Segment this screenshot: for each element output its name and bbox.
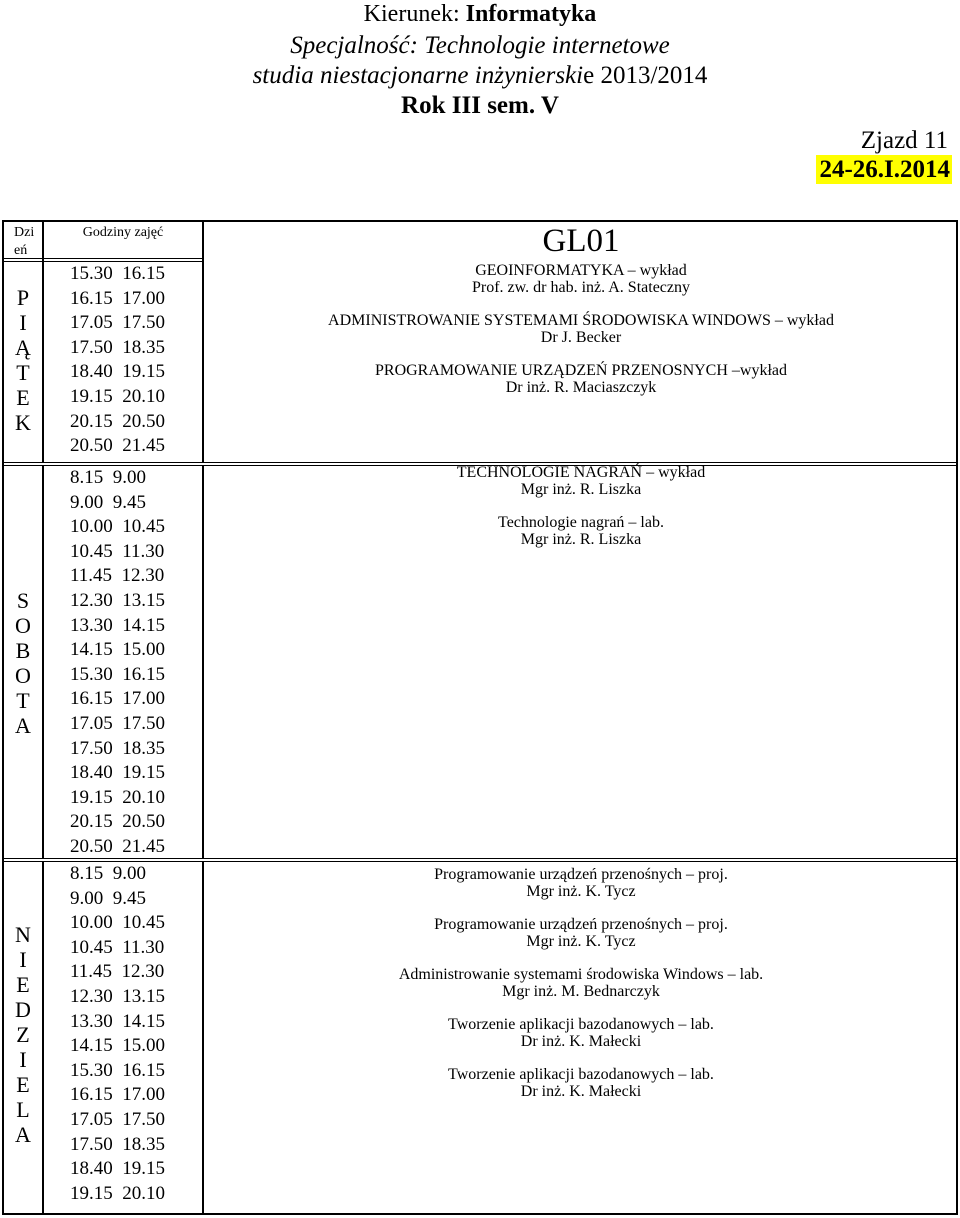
class-entry	[206, 262, 956, 296]
day-letter: O	[15, 662, 31, 688]
day-letter: E	[16, 1071, 30, 1097]
day-letter: A	[15, 712, 31, 738]
room-label: GL01	[542, 223, 620, 259]
time-slot: 18.40 19.15	[70, 762, 165, 784]
time-slot: 8.15 9.00	[70, 467, 146, 488]
class-title: Tworzenie aplikacji bazodanowych – lab.	[448, 1066, 714, 1083]
time-slot: 16.15 17.00	[70, 287, 165, 309]
divider	[4, 258, 42, 262]
class-title: GEOINFORMATYKA – wykład	[475, 262, 687, 279]
time-slot: 17.50 18.35	[70, 737, 165, 759]
day-letter: I	[19, 1046, 27, 1072]
time-slot: 19.15 20.10	[70, 386, 165, 407]
class-title: ADMINISTROWANIE SYSTEMAMI ŚRODOWISKA WINDOWS – wykład	[328, 312, 834, 329]
class-title: Technologie nagrań – lab.	[498, 514, 664, 531]
time-slot: 15.30 16.15	[70, 1059, 165, 1081]
column-header-day-text: Dzień	[14, 225, 35, 258]
time-slot: 20.50 21.45	[70, 435, 165, 457]
time-slot: 17.50 18.35	[70, 1133, 165, 1155]
time-slot: 20.15 20.50	[70, 811, 165, 833]
class-entry	[206, 866, 956, 900]
time-slot: 16.15 17.00	[70, 1084, 165, 1106]
field-of-study	[0, 2, 960, 26]
time-slot: 10.00 10.45	[70, 912, 165, 934]
time-slot: 10.45 11.30	[70, 540, 165, 562]
time-slot: 15.30 16.15	[70, 263, 165, 284]
class-lecturer: Mgr inż. K. Tycz	[526, 933, 636, 950]
day-letter: T	[16, 360, 30, 386]
study-mode-italic: studia niestacjonarne inżynierski	[252, 62, 584, 89]
class-lecturer: Mgr inż. M. Bednarczyk	[502, 983, 660, 1000]
day-letter: S	[16, 587, 30, 613]
time-slot: 14.15 15.00	[70, 639, 165, 661]
session-date: 24-26.I.2014	[816, 155, 952, 184]
day-letter: K	[15, 410, 31, 436]
time-slot: 11.45 12.30	[70, 961, 165, 983]
time-slot: 19.15 20.10	[70, 786, 165, 808]
study-mode	[0, 63, 960, 88]
time-slot: 17.50 18.35	[70, 336, 165, 358]
time-slot: 11.45 12.30	[70, 565, 165, 587]
class-title: TECHNOLOGIE NAGRAŃ – wykład	[456, 464, 706, 481]
time-slot: 12.30 13.15	[70, 590, 165, 611]
time-slot: 13.30 14.15	[70, 614, 165, 636]
time-slot: 18.40 19.15	[70, 1158, 165, 1180]
class-title: Programowanie urządzeń przenośnych – proj.	[434, 866, 728, 883]
day-letter: Ą	[15, 335, 31, 361]
field-of-study-prefix: Kierunek:	[363, 1, 466, 27]
day-letter: I	[19, 310, 27, 336]
field-of-study-name: Informatyka	[465, 1, 597, 27]
class-entry	[206, 966, 956, 1000]
time-slot: 10.00 10.45	[70, 516, 165, 538]
time-slot: 9.00 9.45	[70, 887, 146, 909]
class-lecturer: Dr inż. K. Małecki	[520, 1083, 642, 1100]
year-semester: Rok III sem. V	[401, 92, 559, 119]
day-letter: Z	[16, 1021, 30, 1047]
class-entry	[206, 514, 956, 548]
study-mode-rest: e 2013/2014	[583, 62, 708, 89]
class-lecturer: Dr inż. K. Małecki	[520, 1033, 642, 1050]
time-slot: 9.00 9.45	[70, 491, 146, 513]
time-slot: 20.50 21.45	[70, 836, 165, 857]
time-slot: 8.15 9.00	[70, 863, 146, 884]
day-letter: L	[16, 1096, 30, 1122]
time-slot: 19.15 20.10	[70, 1182, 165, 1204]
class-title: Administrowanie systemami środowiska Windows – lab.	[398, 966, 764, 983]
class-lecturer: Mgr inż. K. Tycz	[526, 883, 636, 900]
time-slot: 17.05 17.50	[70, 713, 165, 734]
time-slot: 16.15 17.00	[70, 688, 165, 710]
schedule-table	[2, 220, 958, 1215]
time-slot: 13.30 14.15	[70, 1010, 165, 1032]
day-letter: T	[16, 687, 30, 713]
class-title: Programowanie urządzeń przenośnych – proj.	[434, 916, 728, 933]
time-slot: 15.30 16.15	[70, 663, 165, 685]
class-entry	[206, 362, 956, 396]
day-letter: N	[15, 921, 31, 947]
class-lecturer: Dr inż. R. Maciaszczyk	[505, 379, 657, 396]
time-slot: 18.40 19.15	[70, 361, 165, 383]
class-title: Tworzenie aplikacji bazodanowych – lab.	[448, 1016, 714, 1033]
class-entry	[206, 1016, 956, 1050]
time-slot: 10.45 11.30	[70, 936, 165, 958]
class-lecturer: Dr J. Becker	[540, 329, 622, 346]
day-letter: E	[16, 385, 30, 411]
class-entry	[206, 1066, 956, 1100]
day-letter: I	[19, 946, 27, 972]
class-entry	[206, 464, 956, 498]
time-slot: 17.05 17.50	[70, 1109, 165, 1130]
class-lecturer: Prof. zw. dr hab. inż. A. Stateczny	[471, 279, 690, 296]
time-slot: 20.15 20.50	[70, 410, 165, 432]
class-lecturer: Mgr inż. R. Liszka	[520, 531, 642, 548]
time-slot: 17.05 17.50	[70, 312, 165, 334]
specialization: Specjalność: Technologie internetowe	[290, 32, 670, 59]
time-slot: 14.15 15.00	[70, 1035, 165, 1057]
column-header-day	[14, 224, 40, 260]
session-number: Zjazd 11	[860, 127, 948, 154]
time-slot: 12.30 13.15	[70, 986, 165, 1007]
class-entry	[206, 916, 956, 950]
day-letter: B	[15, 637, 31, 663]
day-letter: P	[16, 285, 30, 311]
class-lecturer: Mgr inż. R. Liszka	[520, 481, 642, 498]
class-entry	[206, 312, 956, 346]
column-header-hours: Godziny zajęć	[82, 225, 164, 240]
day-letter: A	[15, 1121, 31, 1147]
class-title: PROGRAMOWANIE URZĄDZEŃ PRZENOSNYCH –wykład	[375, 362, 787, 379]
day-letter: E	[16, 971, 30, 997]
day-letter: O	[15, 612, 31, 638]
day-letter: D	[15, 996, 31, 1022]
